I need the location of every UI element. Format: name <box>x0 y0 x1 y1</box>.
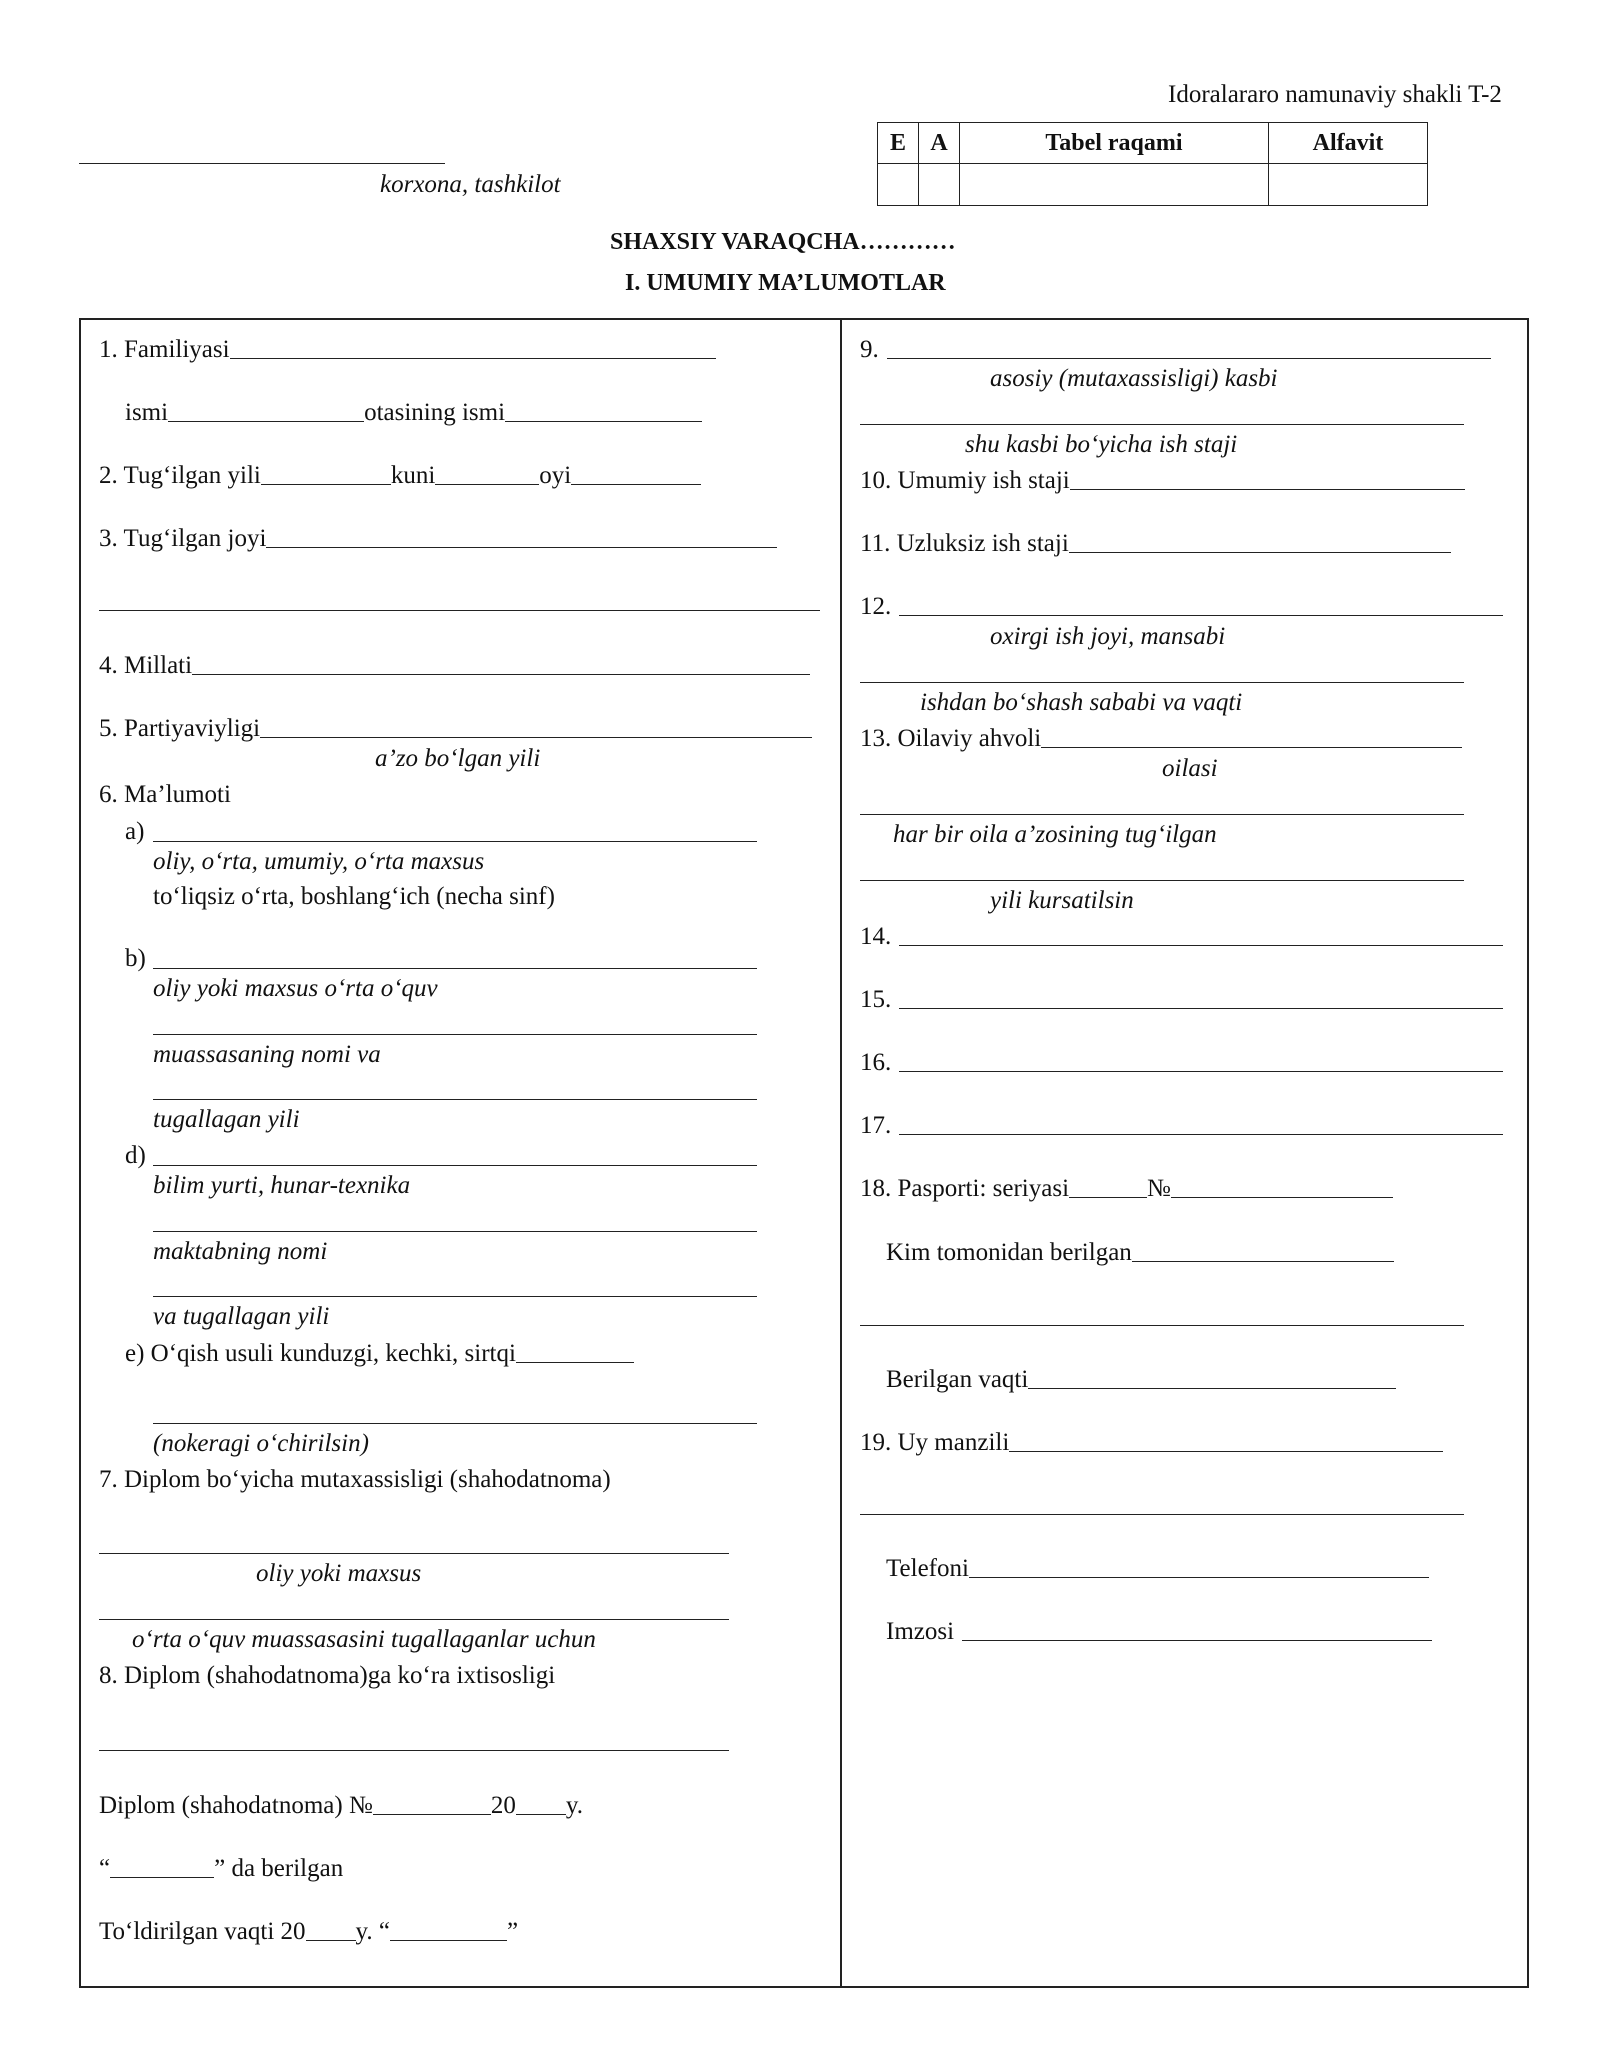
patronymic-input[interactable] <box>505 421 702 422</box>
last-job-input[interactable] <box>899 615 1503 616</box>
section-title: I. UMUMIY MA’LUMOTLAR <box>625 270 946 296</box>
code-value-a[interactable] <box>919 164 960 206</box>
issued-label: ” da berilgan <box>214 1855 344 1882</box>
patronymic-label: otasining ismi <box>364 399 506 426</box>
birth-month-label: oyi <box>539 462 572 489</box>
qualification-input[interactable] <box>99 1750 729 1751</box>
specialty-caption-2: o‘rta o‘quv muassasasini tugallaganlar uchun <box>132 1626 596 1653</box>
field-address <box>860 1430 1443 1455</box>
party-caption: a’zo bo‘lgan yili <box>375 745 541 772</box>
surname-input[interactable] <box>230 358 716 359</box>
education-b-caption-2: muassasaning nomi va <box>153 1041 381 1068</box>
field-birth-place <box>99 526 777 551</box>
field-total-experience <box>860 468 1465 493</box>
address-input-2[interactable] <box>860 1514 1464 1515</box>
filled-date-label: To‘ldirilgan vaqti 20 <box>99 1918 306 1945</box>
code-header-tabel-raqami: Tabel raqami <box>960 123 1269 164</box>
diploma-number-input[interactable] <box>373 1814 491 1815</box>
education-d-caption-1: bilim yurti, hunar-texnika <box>153 1172 411 1199</box>
field-study-mode <box>125 1341 634 1366</box>
profession-input[interactable] <box>887 358 1491 359</box>
education-b-input-1[interactable] <box>153 968 757 969</box>
field-filled-date <box>99 1919 518 1944</box>
specialty-input-2[interactable] <box>99 1619 729 1620</box>
education-d-label: d) <box>125 1142 146 1169</box>
continuous-experience-input[interactable] <box>1069 552 1451 553</box>
education-label: 6. Ma’lumoti <box>99 781 231 808</box>
family-input-1[interactable] <box>860 814 1464 815</box>
form-type-label: Idoralararo namunaviy shakli T-2 <box>1168 81 1502 108</box>
filled-year-input[interactable] <box>306 1940 356 1941</box>
signature-label: Imzosi <box>886 1618 955 1645</box>
education-a-caption-2: to‘liqsiz o‘rta, boshlang‘ich (necha sinf) <box>153 883 555 910</box>
address-label: 19. Uy manzili <box>860 1429 1010 1456</box>
field-passport-date <box>886 1367 1396 1392</box>
specialty-caption-1: oliy yoki maxsus <box>256 1560 422 1587</box>
education-b-label: b) <box>125 945 146 972</box>
profession-experience-input[interactable] <box>860 424 1464 425</box>
field-continuous-experience <box>860 531 1451 556</box>
field-birth-date <box>99 463 701 488</box>
code-header-a: A <box>919 123 960 164</box>
birth-day-label: kuni <box>390 462 436 489</box>
name-input[interactable] <box>168 421 364 422</box>
field-passport-issuer <box>886 1240 1394 1265</box>
marital-status-input[interactable] <box>1041 747 1462 748</box>
code-header-alfavit: Alfavit <box>1269 123 1428 164</box>
field-last-job <box>860 594 1503 619</box>
passport-series-input[interactable] <box>1069 1197 1147 1198</box>
education-d-input-3[interactable] <box>153 1296 757 1297</box>
diploma-number-label: Diplom (shahodatnoma) № <box>99 1792 373 1819</box>
education-b-input-2[interactable] <box>153 1034 757 1035</box>
family-caption: oilasi <box>1162 755 1218 782</box>
birth-day-input[interactable] <box>435 484 539 485</box>
filled-day-input[interactable] <box>390 1940 507 1941</box>
study-mode-input[interactable] <box>516 1362 634 1363</box>
education-b-caption-3: tugallagan yili <box>153 1106 300 1133</box>
code-header-e: E <box>878 123 919 164</box>
field-signature <box>886 1619 1432 1644</box>
surname-label: 1. Familiyasi <box>99 336 230 363</box>
field-nationality <box>99 653 810 678</box>
code-value-tabel-raqami[interactable] <box>960 164 1269 206</box>
total-experience-input[interactable] <box>1070 489 1465 490</box>
field-party <box>99 716 812 741</box>
organization-caption: korxona, tashkilot <box>380 171 561 198</box>
education-d-caption-2: maktabning nomi <box>153 1238 328 1265</box>
field-diploma-issued <box>99 1856 343 1881</box>
dismissal-caption: ishdan bo‘shash sababi va vaqti <box>920 689 1243 716</box>
birth-place-input[interactable] <box>266 547 777 548</box>
study-mode-input-line-2[interactable] <box>153 1423 757 1424</box>
field-phone <box>886 1556 1429 1581</box>
diploma-year-suffix: y. <box>565 1792 583 1819</box>
item-16-label: 16. <box>860 1049 892 1076</box>
field-diploma-number <box>99 1793 583 1818</box>
birth-month-input[interactable] <box>571 484 701 485</box>
passport-number-input[interactable] <box>1171 1197 1393 1198</box>
education-d-input-1[interactable] <box>153 1165 757 1166</box>
family-caption-3: yili kursatilsin <box>990 887 1134 914</box>
profession-caption: asosiy (mutaxassisligi) kasbi <box>990 365 1278 392</box>
nationality-input[interactable] <box>192 674 810 675</box>
field-15 <box>860 987 1503 1012</box>
education-a-caption-1: oliy, o‘rta, umumiy, o‘rta maxsus <box>153 848 485 875</box>
qualification-label: 8. Diplom (shahodatnoma)ga ko‘ra ixtisosligi <box>99 1662 556 1689</box>
marital-status-label: 13. Oilaviy ahvoli <box>860 725 1042 752</box>
field-surname <box>99 337 716 362</box>
field-name-patronymic <box>125 400 702 425</box>
education-b-input-3[interactable] <box>153 1099 757 1100</box>
name-label: ismi <box>125 399 169 426</box>
education-d-caption-3: va tugallagan yili <box>153 1303 330 1330</box>
dismissal-input[interactable] <box>860 682 1464 683</box>
filled-close-quote: ” <box>507 1918 519 1945</box>
party-label: 5. Partiyaviyligi <box>99 715 261 742</box>
profession-label: 9. <box>860 336 879 363</box>
phone-label: Telefoni <box>886 1555 969 1582</box>
field-16 <box>860 1050 1503 1075</box>
birth-year-input[interactable] <box>261 484 391 485</box>
field-profession <box>860 337 1491 362</box>
personnel-code-table <box>877 122 1428 206</box>
form-title: SHAXSIY VARAQCHA………… <box>610 229 956 255</box>
birth-year-label: 2. Tug‘ilgan yili <box>99 462 261 489</box>
continuous-experience-label: 11. Uzluksiz ish staji <box>860 530 1069 557</box>
passport-series-label: 18. Pasporti: seriyasi <box>860 1175 1070 1202</box>
phone-input[interactable] <box>969 1577 1429 1578</box>
diploma-year-input[interactable] <box>516 1814 566 1815</box>
item-14-label: 14. <box>860 923 892 950</box>
code-value-e[interactable] <box>878 164 919 206</box>
filled-date-mid: y. “ <box>355 1918 391 1945</box>
passport-issuer-label: Kim tomonidan berilgan <box>886 1239 1132 1266</box>
birth-place-input-line-2[interactable] <box>99 610 820 611</box>
profession-experience-caption: shu kasbi bo‘yicha ish staji <box>965 431 1238 458</box>
field-17 <box>860 1113 1503 1138</box>
specialty-input-1[interactable] <box>99 1553 729 1554</box>
passport-number-label: № <box>1147 1175 1171 1202</box>
issued-open-quote: “ <box>99 1855 111 1882</box>
passport-issuer-input-2[interactable] <box>860 1325 1464 1326</box>
item-17-label: 17. <box>860 1112 892 1139</box>
passport-issuer-input[interactable] <box>1132 1261 1394 1262</box>
last-job-caption: oxirgi ish joyi, mansabi <box>990 623 1226 650</box>
education-b-caption-1: oliy yoki maxsus o‘rta o‘quv <box>153 975 438 1002</box>
birth-place-label: 3. Tug‘ilgan joyi <box>99 525 267 552</box>
education-a-input[interactable] <box>153 841 757 842</box>
education-d-input-2[interactable] <box>153 1231 757 1232</box>
item-15-label: 15. <box>860 986 892 1013</box>
diploma-year-label: 20 <box>490 1792 516 1819</box>
item-14-input[interactable] <box>899 945 1503 946</box>
party-input[interactable] <box>260 737 812 738</box>
study-mode-caption: (nokeragi o‘chirilsin) <box>153 1430 369 1457</box>
item-15-input[interactable] <box>899 1008 1503 1009</box>
specialty-label: 7. Diplom bo‘yicha mutaxassisligi (shahodatnoma) <box>99 1466 611 1493</box>
code-value-alfavit[interactable] <box>1269 164 1428 206</box>
family-caption-2: har bir oila a’zosining tug‘ilgan <box>893 821 1217 848</box>
form-frame <box>79 318 1529 1988</box>
organization-name-field[interactable] <box>79 163 445 164</box>
passport-date-label: Berilgan vaqti <box>886 1366 1029 1393</box>
diploma-issued-date-input[interactable] <box>110 1877 214 1878</box>
address-input[interactable] <box>1009 1451 1443 1452</box>
last-job-label: 12. <box>860 593 892 620</box>
nationality-label: 4. Millati <box>99 652 193 679</box>
field-14 <box>860 924 1503 949</box>
signature-input[interactable] <box>962 1640 1432 1641</box>
column-divider <box>840 318 842 1988</box>
field-marital-status <box>860 726 1462 751</box>
item-16-input[interactable] <box>899 1071 1503 1072</box>
study-mode-label: e) O‘qish usuli kunduzgi, kechki, sirtqi <box>125 1340 516 1367</box>
field-passport <box>860 1176 1393 1201</box>
total-experience-label: 10. Umumiy ish staji <box>860 467 1070 494</box>
family-input-2[interactable] <box>860 880 1464 881</box>
education-a-label: a) <box>125 818 145 845</box>
passport-date-input[interactable] <box>1028 1388 1396 1389</box>
item-17-input[interactable] <box>899 1134 1503 1135</box>
